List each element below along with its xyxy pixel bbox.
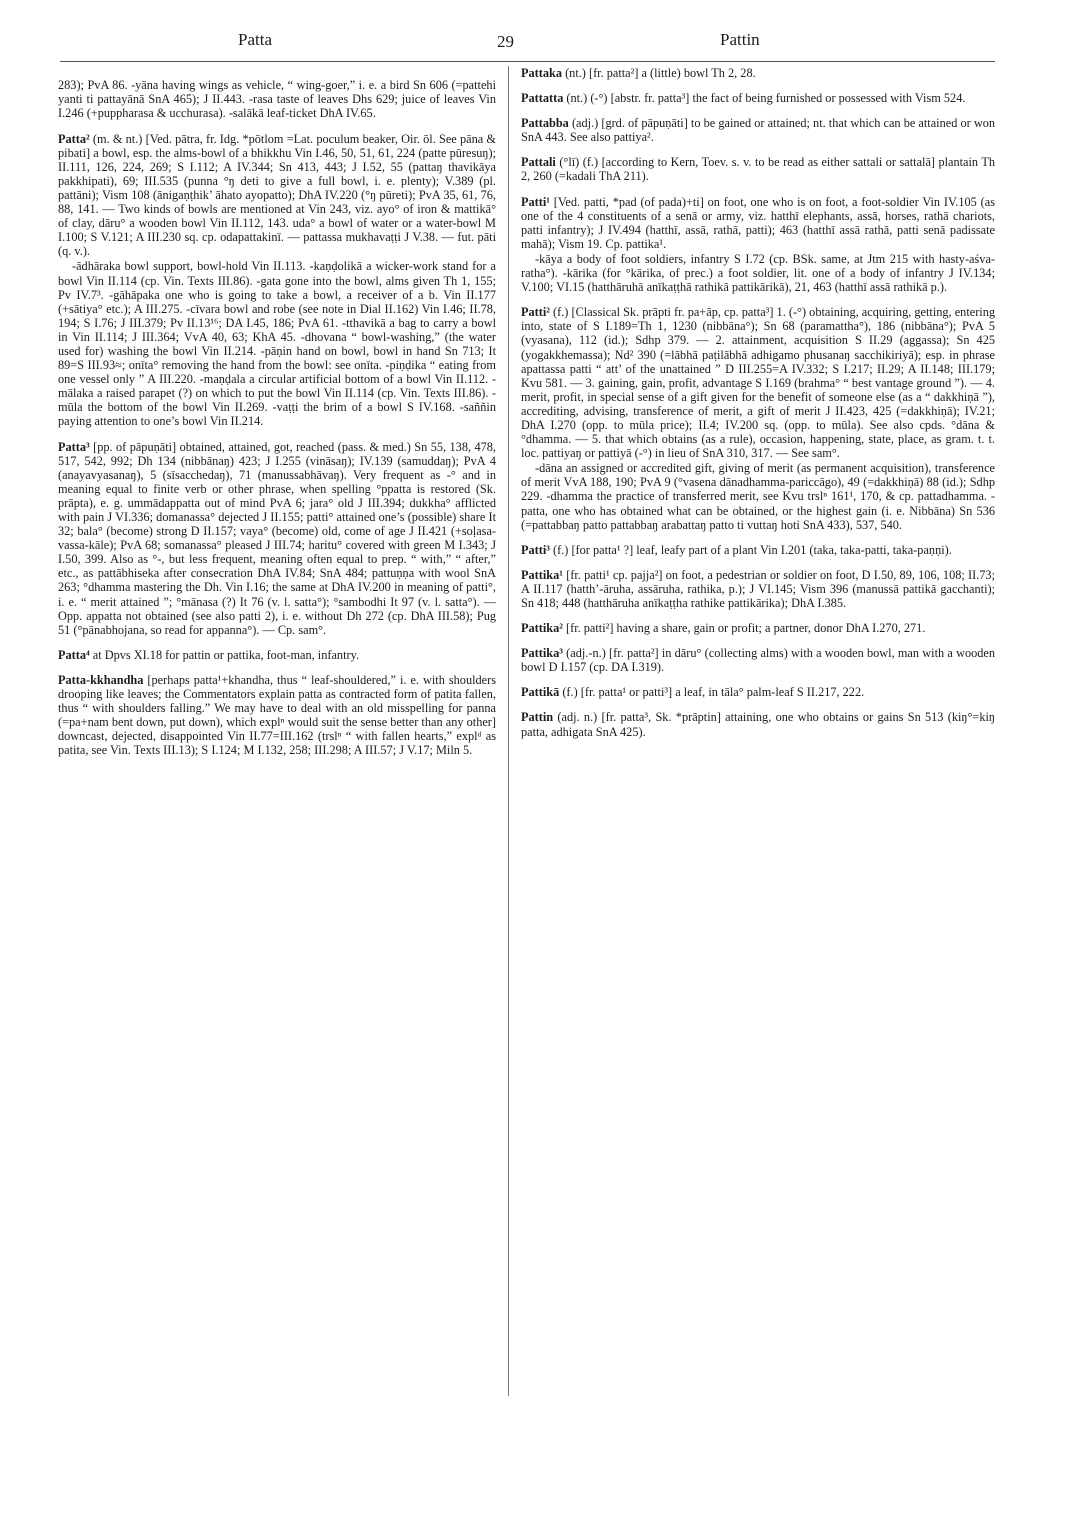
dictionary-entry — [58, 440, 496, 637]
entry-definition: [perhaps patta¹+khandha, thus “ leaf-shouldered,” i. e. with shoulders drooping like leaves; the Commentators explain patta as contracted form of patita fallen, thus “ with shoulders falling.” We may have to deal with an old misspelling for panna (=pa+nam bent down, put down), which explⁿ would suit the sense better than any other] downcast, dejected, disappointed Vin II.77=III.162 (trslⁿ “ with fallen hearts,” explᵈ as patita, see Vin. Texts III.13); S I.124; M I.132, 258; III.298; A III.57; J V.17; Miln 5. — [58, 672, 496, 758]
entry-definition: (m. & nt.) [Ved. pātra, fr. Idg. *pōtlom =Lat. poculum beaker, Oir. ōl. See pāna & pibati] a bowl, esp. the alms-bowl of a bhikkhu Vin I.46, 50, 51, 61, 224 (patte pūresuŋ); II.111, 126, 224, 269; S I.112; A IV.344; Sn 413, 443; J I.52, 55 (pattaŋ thavikāya pakkhipati), 69; III.535 (punna °ŋ deti to give a full bowl, i. e. plenty); V.389 (pl. pattāni); Vism 108 (ānigaṇṭhik’ āhato ayopatto); DhA IV.220 (°ŋ pūreti); PvA 35, 61, 76, 88, 141. — Two kinds of bowls are mentioned at Vin 243, viz. ayo° of iron & mattikā° of clay, dāru° a wooden bowl Vin II.112, 143. uda° a bowl of water or a water-bowl M I.100; S V.121; A III.230 sq. cp. odapattakinī. — pattassa mukhavaṭṭi J V.38. — fut. pāti (q. v.). — [58, 131, 496, 259]
entry-body — [58, 648, 496, 662]
left-running-headword: Patta — [238, 30, 272, 49]
entry-body — [521, 155, 995, 183]
header-rule — [60, 61, 995, 62]
dictionary-entry — [521, 66, 995, 80]
entry-compounds: -ādhāraka bowl support, bowl-hold Vin II.113. -kaṇḍolikā a wicker-work stand for a bowl Vin II.114 (cp. Vin. Texts III.86). -gata gone into the bowl, alms given Th 1, 155; Pv IV.7³. -gāhāpaka one who is going to take a bowl, a receiver of a b. Vin II.177 (+sātiya° etc.); A III.275. -cīvara bowl and robe (see note in Dial II.162) Vin I.46; II.78, 194; S I.76; J III.379; Pv II.13¹⁶; DA I.45, 186; PvA 61. -tthavikā a bag to carry a bowl in Vin II.114; J III.364; VvA 40, 63; KhA 45. -dhovana “ bowl-washing,” (the water used for) washing the bowl Vin II.214. -pāṇin hand on bowl, bowl in hand Sn 713; It 89=S III.93≈; onīta° removing the hand from the bowl: see onīta. -piṇḍika “ eating from one vessel only ” A III.220. -maṇḍala a circular artificial bottom of a bowl Vin II.112. -mālaka a raised parapet (?) on which to put the bowl Vin II.114 (cp. Vin. Texts III.86). -mūla the bottom of the bowl Vin II.269. -vaṭṭi the brim of a bowl S IV.168. -saññin paying attention to one’s bowl Vin II.214. — [58, 259, 496, 429]
entry-headword: Patti³ — [521, 542, 550, 557]
entry-body — [521, 568, 995, 610]
column-divider — [508, 66, 509, 1396]
right-running-headword: Pattin — [720, 30, 760, 49]
dictionary-entry — [521, 195, 995, 295]
dictionary-entry — [58, 132, 496, 429]
entry-definition: (nt.) (-°) [abstr. fr. patta³] the fact of being furnished or possessed with Vism 524. — [563, 91, 966, 106]
entry-headword: Pattin — [521, 710, 554, 725]
entry-definition: [Ved. patti, *pad (of pada)+ti] on foot, one who is on foot, a foot-soldier Vin IV.105 (as one of the 4 constituents of a senā or army, viz. hatthī elephants, assā, horses, rathā chariots, patti infantry); J IV.494 (hatthī, assā, rathā, patti); 463 (hatthī assā rathā, patti senā padissate mahā); Vism 19. Cp. pattika¹. — [521, 194, 995, 251]
entry-headword: Pattika³ — [521, 646, 563, 661]
dictionary-entry — [521, 91, 995, 105]
entry-body — [521, 66, 995, 80]
left-column — [58, 66, 496, 1516]
dictionary-entry — [521, 710, 995, 738]
dictionary-entry — [521, 685, 995, 699]
entry-headword: Pattali — [521, 155, 556, 170]
entry-body — [521, 305, 995, 460]
entry-definition: [pp. of pāpuṇāti] obtained, attained, got, reached (pass. & med.) Sn 55, 138, 478, 517, 542, 992; Dh 134 (nibbānaŋ) 423; J I.255 (vināsaŋ); IV.139 (samuddaŋ); PvA 4 (anayavyasanaŋ), 5 (sīsacchedaŋ), 71 (manussabhāvaŋ). Very frequent as -° and in meaning equal to finite verb or other phrase, when spelling °ppatta is restored (Sk. prāpta), e. g. ummādappatta out of mind PvA 6; jara° old J III.394; dukkha° afflicted with pain J VI.336; domanassa° dejected J II.155; patti° attained one’s (possible) share It 32; bala° (become) strong D II.157; vaya° (become) old, come of age J II.421 (+soḷasa-vassa-kāle); PvA 68; somanassa° pleased J III.74; haritu° covered with green M I.343; J I.50, 399. Also as °-, but less frequent, meaning often equal to prep. “ with,” “ after,” etc., as pattābhiseka after consecration DhA IV.84; SnA 484; pattuṇṇa with wool SnA 263; °dhamma mastering the Dh. Vin I.16; the same at DhA IV.200 in meaning of patti°, i. e. “ merit attained ”; °mānasa (?) It 76 (v. l. satta°); °sambodhi It 97 (v. l. satta°). — Opp. appatta not obtained (see also patti 2), i. e. without Dh 272 (cp. DhA III.58); Pug 51 (°pānabhojana, so read for appanna°). — Cp. sam°. — [58, 439, 496, 637]
entry-definition: [fr. patti²] having a share, gain or profit; a partner, donor DhA I.270, 271. — [562, 621, 926, 636]
dictionary-entry — [58, 648, 496, 662]
page-header — [0, 24, 1073, 54]
entry-definition: at Dpvs XI.18 for pattin or pattika, foot-man, infantry. — [89, 647, 360, 662]
entry-definition: (f.) [for patta¹ ?] leaf, leafy part of a plant Vin I.201 (taka, taka-patti, taka-paṇṇi). — [549, 542, 952, 557]
right-column — [521, 66, 995, 1516]
entry-body — [521, 710, 995, 738]
dictionary-entry — [521, 543, 995, 557]
entry-definition: (f.) [fr. patta¹ or patti³] a leaf, in tāla° palm-leaf S II.217, 222. — [559, 685, 865, 700]
page-number: 29 — [497, 32, 514, 51]
dictionary-entry — [521, 646, 995, 674]
entry-body — [521, 116, 995, 144]
entry-headword: Patti² — [521, 305, 550, 320]
entry-definition: (adj. n.) [fr. patta³, Sk. *prāptin] attaining, one who obtains or gains Sn 513 (kiŋ°=kiŋ patta, adhigata SnA 425). — [521, 710, 995, 739]
entry-definition: (nt.) [fr. patta²] a (little) bowl Th 2, 28. — [562, 66, 756, 80]
entry-headword: Patta³ — [58, 439, 90, 454]
dictionary-entry — [58, 673, 496, 758]
dictionary-entry — [521, 568, 995, 610]
dictionary-entry — [521, 621, 995, 635]
entry-body — [521, 685, 995, 699]
entry-headword: Patta² — [58, 131, 90, 146]
entry-body — [521, 646, 995, 674]
dictionary-entry — [521, 116, 995, 144]
entry-body — [521, 195, 995, 251]
entry-headword: Patta⁴ — [58, 647, 90, 662]
entry-headword: Pattabba — [521, 116, 569, 131]
continuation-text: 283); PvA 86. -yāna having wings as vehicle, “ wing-goer,” i. e. a bird Sn 606 (=pattehi yanti ti pattayānā SnA 465); J II.443. -rasa taste of leaves Dhs 629; juice of leaves Vin I.246 (+puppharasa & ucchurasa). -salākā leaf-ticket DhA IV.65. — [58, 78, 496, 121]
entry-body — [58, 132, 496, 259]
entry-definition: (adj.) [grd. of pāpuṇāti] to be gained or attained; nt. that which can be attained or won SnA 443. See also pattiya². — [521, 116, 995, 145]
entry-definition: (°lī) (f.) [according to Kern, Toev. s. v. to be read as either sattali or sattalā] plantain Th 2, 260 (=kadali ThA 211). — [521, 155, 995, 184]
entry-definition: [fr. patti¹ cp. pajja²] on foot, a pedestrian or soldier on foot, D I.50, 89, 106, 108; II.73; A II.117 (hatth’-āruha, assāruha, rathika, p.); J VI.145; Vism 396 (manussā pattikā gacchanti); Sn 418; 448 (hatthāruha anīkaṭṭha rathike pattikārika); DhA I.385. — [521, 567, 995, 610]
entry-definition: (adj.-n.) [fr. patta²] in dāru° (collecting alms) with a wooden bowl, man with a wooden bowl D I.157 (cp. DA I.319). — [521, 646, 995, 675]
entry-body — [521, 621, 995, 635]
entry-compounds: -kāya a body of foot soldiers, infantry S I.72 (cp. BSk. same, at Jtm 215 with hasty-aśva-ratha°). -kārika (for °kārika, of prec.) a foot soldier, lit. one of a body of infantry J IV.134; V.100; VI.15 (hatthāruhā anīkaṭṭhā rathikā pattikārikā), 21, 463 (hatthī assā rathikā p.). — [521, 251, 995, 295]
entry-headword: Pattikā — [521, 685, 560, 700]
entry-headword: Pattika² — [521, 621, 563, 636]
entry-compounds: -dāna an assigned or accredited gift, giving of merit (as permanent acquisition), transference of merit VvA 188, 190; PvA 9 (°vasena dānadhamma-pariccāgo), 49 (=dakkhiṇā) 88 (id.); Sdhp 229. -dhamma the practice of transferred merit, see Kvu trslⁿ 161¹, 170, & cp. pattadhamma. -patta, one who has obtained what can be obtained, or the highest gain (i. e. Nibbāna) Sn 536 (=pattabbaŋ patto pattabbaŋ arabattaŋ patto ti vuttaŋ hoti SnA 433), 537, 540. — [521, 461, 995, 532]
dictionary-entry — [521, 155, 995, 183]
entry-headword: Patta-kkhandha — [58, 672, 144, 687]
entry-body — [58, 673, 496, 758]
entry-headword: Patti¹ — [521, 194, 550, 209]
entry-headword: Pattatta — [521, 91, 564, 106]
entry-headword: Pattaka — [521, 66, 562, 80]
entry-body — [521, 543, 995, 557]
entry-body — [521, 91, 995, 105]
entry-headword: Pattika¹ — [521, 567, 563, 582]
entry-definition: (f.) [Classical Sk. prāpti fr. pa+āp, cp. patta³] 1. (-°) obtaining, acquiring, getting, entering into, state of S I.189=Th 1, 1230 (nibbāna°); Sn 68 (paramattha°), 186 (nibbāna°); PvA 5 (vyasana), 112 (id.); Sdhp 379. — 2. attainment, acquisition S II.29 (aggassa); Sn 425 (yogakkhemassa); Nd² 390 (=lābhā paṭilābhā adhigamo phusanaŋ sacchikiriyā); esp. in phrase apattassa patti “ att’ of the unattained ” D III.255=A IV.332; S I.217; II.29; A II.148; III.179; Kvu 581. — 3. gaining, gain, profit, advantage S I.169 (brahma° “ best vantage ground ”). — 4. merit, profit, in special sense of a gift given for the benefit of someone else (as a “ dakkhiṇā ”), accrediting, advising, transference of merit, a gift of merit J II.423, 425 (=dakkhiṇā); IV.21; DhA I.270 (opp. to mūla price); II.4; IV.200 sq. (opp. to mūla). See also cpds. °dāna & °dhamma. — 5. that which obtains (as a rule), occasion, happening, state, place, as gram. t. t. loc. pattiyaŋ or pattiyā (-°) in lieu of SnA 310, 317. — See sam°. — [521, 305, 995, 461]
dictionary-entry — [521, 305, 995, 532]
entry-body — [58, 440, 496, 637]
